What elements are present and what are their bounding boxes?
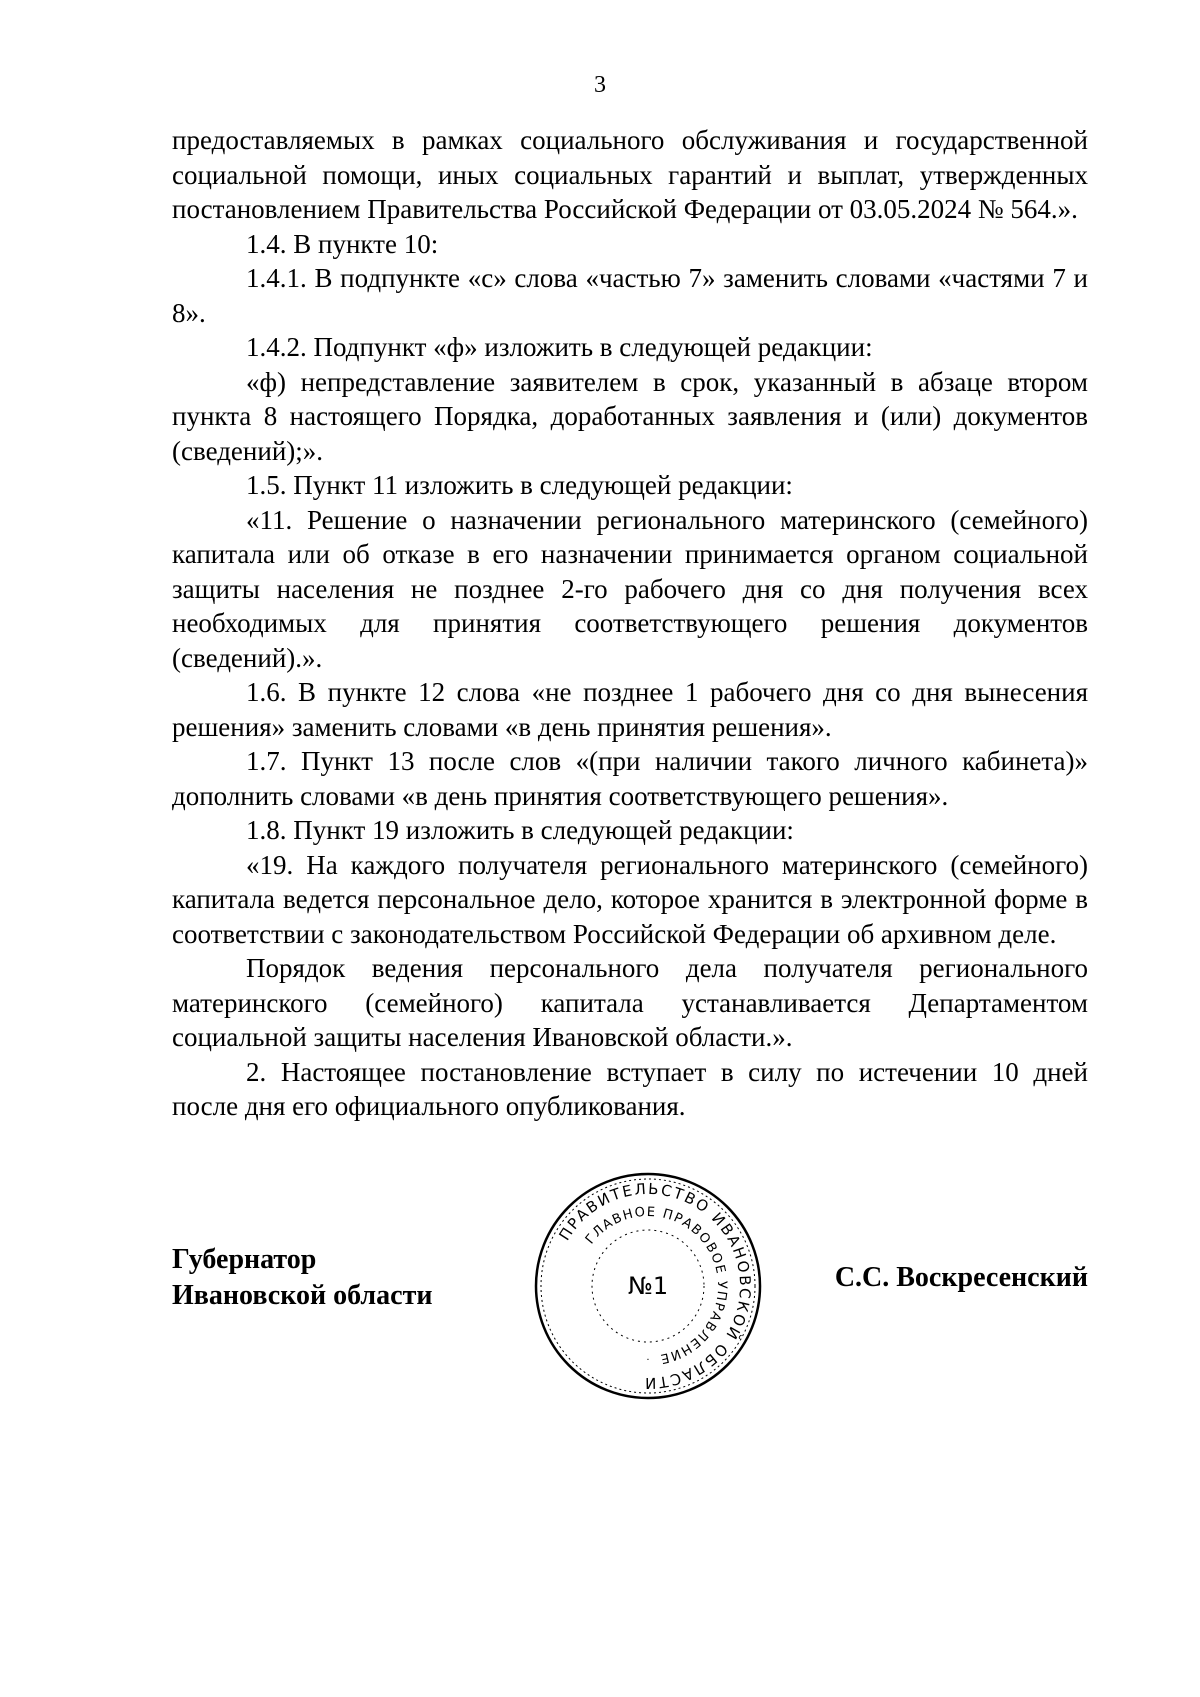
paragraph-1-4: 1.4. В пункте 10:	[246, 228, 439, 259]
seal-inner-text: ГЛАВНОЕ ПРАВОВОЕ УПРАВЛЕНИЕ	[582, 1204, 730, 1367]
paragraph-1-4-1: 1.4.1. В подпункте «с» слова «частью 7» заменить словами «частями 7 и 8».	[172, 263, 1088, 328]
paragraph-2-entry-into-force: 2. Настоящее постановление вступает в силу по истечении 10 дней после дня его официального опубликования.	[172, 1056, 1088, 1121]
paragraph-1-5: 1.5. Пункт 11 изложить в следующей редакции:	[246, 470, 793, 500]
official-seal	[532, 1170, 764, 1402]
paragraph-continuation: предоставляемых в рамках социального обслуживания и государственной социальной помощи, иных социальных гарантий и выплат, утвержденных постановлением Правительства Российской Федерации от 03.05.2024 № 564.».	[172, 125, 1088, 224]
paragraph-1-4-2: 1.4.2. Подпункт «ф» изложить в следующей редакции:	[246, 332, 873, 362]
paragraph-1-7: 1.7. Пункт 13 после слов «(при наличии такого личного кабинета)» дополнить словами «в день принятия соответствующего решения».	[172, 746, 1088, 811]
page-number: 3	[594, 72, 606, 98]
paragraph-personal-file-order: Порядок ведения персонального дела получателя регионального материнского (семейного) капитала устанавливается Департаментом социальной защиты населения Ивановской области.».	[172, 953, 1088, 1052]
svg-text:.: .	[646, 1352, 650, 1363]
paragraph-point-11: «11. Решение о назначении регионального материнского (семейного) капитала или об отказе в его назначении принимается органом социальной защиты населения не позднее 2-го рабочего дня со дня получения всех необходимых для принятия соответствующего решения документов (сведений).».	[172, 504, 1088, 673]
seal-icon	[532, 1170, 764, 1402]
paragraph-point-19: «19. На каждого получателя регионального материнского (семейного) капитала ведется персональное дело, которое хранится в электронной форме в соответствии с законодательством Российской Федерации об архивном деле.	[172, 849, 1088, 949]
paragraph-1-8: 1.8. Пункт 19 изложить в следующей редакции:	[246, 815, 794, 845]
seal-center-text: №1	[627, 1272, 669, 1300]
signatory-position-line2: Ивановской области	[172, 1280, 433, 1311]
signatory-position	[172, 1242, 432, 1314]
document-body	[172, 123, 1088, 1124]
paragraph-subpoint-f: «ф) непредставление заявителем в срок, указанный в абзаце втором пункта 8 настоящего Порядка, доработанных заявления и (или) документов (сведений);».	[172, 366, 1088, 466]
seal-ring-text: ПРАВИТЕЛЬСТВО ИВАНОВСКОЙ ОБЛАСТИ	[555, 1179, 755, 1393]
signatory-position-line1: Губернатор	[172, 1244, 317, 1275]
paragraph-1-6: 1.6. В пункте 12 слова «не позднее 1 рабочего дня со дня вынесения решения» заменить словами «в день принятия решения».	[172, 677, 1088, 742]
signatory-name: С.С. Воскресенский	[834, 1262, 1088, 1293]
